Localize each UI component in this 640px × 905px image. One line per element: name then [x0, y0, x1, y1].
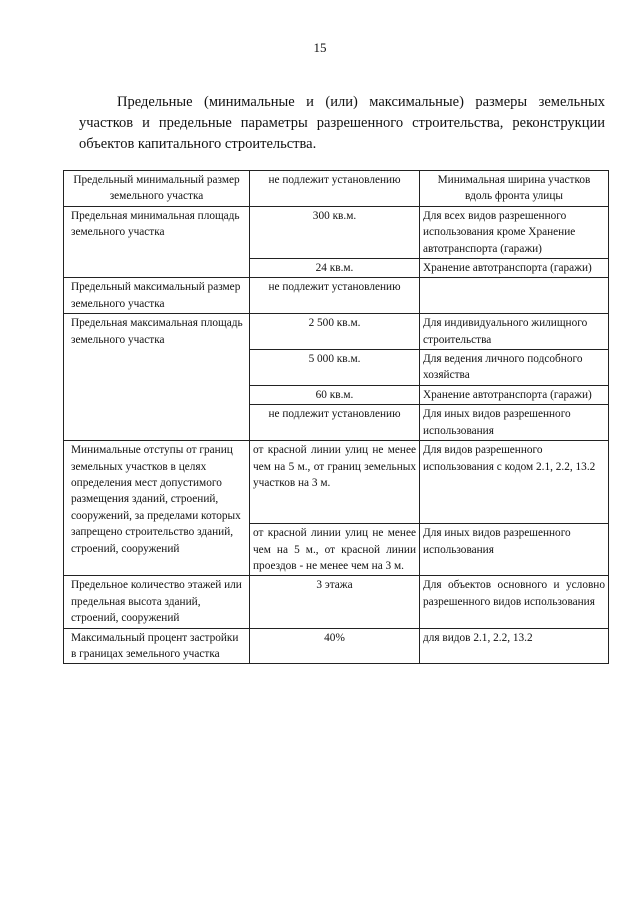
- note-cell: [420, 278, 609, 314]
- note-cell: Для иных видов разрешенного использования: [420, 405, 609, 441]
- param-cell: [64, 441, 250, 576]
- value-cell: не подлежит установлению: [250, 278, 420, 314]
- value-cell: не подлежит установлению: [250, 171, 420, 207]
- value-cell: 60 кв.м.: [250, 385, 420, 404]
- note-cell: Хранение автотранспорта (гаражи): [420, 385, 609, 404]
- value-cell: 5 000 кв.м.: [250, 350, 420, 386]
- note-cell: Для объектов основного и условно разрешенного видов использования: [420, 576, 609, 628]
- param-cell: Максимальный процент застройки в границах земельного участка: [64, 628, 250, 664]
- value-cell: 2 500 кв.м.: [250, 314, 420, 350]
- param-cell: Предельный минимальный размер земельного участка: [64, 171, 250, 207]
- value-cell: не подлежит установлению: [250, 405, 420, 441]
- param-text-part-1: Минимальные отступы от границ земельных участков в целях определения мест допустимого размещения зданий, строений,: [71, 444, 233, 506]
- param-cell: Предельная максимальная площадь земельного участка: [64, 314, 250, 441]
- note-cell: Для видов разрешенного использования с кодом 2.1, 2.2, 13.2: [420, 441, 609, 524]
- page-number: 15: [313, 40, 327, 55]
- heading-line-1: Предельные (минимальные и (или) максимальные) размеры земельных: [117, 94, 605, 110]
- value-cell: 300 кв.м.: [250, 206, 420, 258]
- table-row: [64, 171, 609, 207]
- heading-line-3: объектов капитального строительства.: [79, 136, 317, 152]
- table-row: [64, 314, 609, 350]
- note-cell: Для всех видов разрешенного использования кроме Хранение автотранспорта (гаражи): [420, 206, 609, 258]
- table-row: [64, 278, 609, 314]
- value-cell: от красной линии улиц не менее чем на 5 м., от границ земельных участков на 3 м.: [250, 441, 420, 524]
- note-cell: Для индивидуального жилищного строительства: [420, 314, 609, 350]
- value-cell: от красной линии улиц не менее чем на 5 м., от красной линии проездов - не менее чем на 3 м.: [250, 524, 420, 576]
- note-cell: для видов 2.1, 2.2, 13.2: [420, 628, 609, 664]
- param-text-part-2: сооружений, за пределами которых запрещено строительство зданий, строений, сооружений: [71, 509, 241, 555]
- note-cell: Минимальная ширина участков вдоль фронта улицы: [420, 171, 609, 207]
- section-heading: [79, 92, 605, 155]
- table-row: [64, 628, 609, 664]
- value-cell: 40%: [250, 628, 420, 664]
- table-row: [64, 206, 609, 258]
- param-cell: Предельный максимальный размер земельного участка: [64, 278, 250, 314]
- note-cell: Хранение автотранспорта (гаражи): [420, 259, 609, 278]
- value-cell: 3 этажа: [250, 576, 420, 628]
- table-row: [64, 441, 609, 524]
- heading-line-2: участков и предельные параметры разрешенного строительства, реконструкции: [79, 115, 605, 131]
- note-cell: Для ведения личного подсобного хозяйства: [420, 350, 609, 386]
- note-cell: Для иных видов разрешенного использования: [420, 524, 609, 576]
- table-row: [64, 576, 609, 628]
- param-cell: Предельная минимальная площадь земельного участка: [64, 206, 250, 278]
- parameters-table: [63, 170, 609, 664]
- value-cell: 24 кв.м.: [250, 259, 420, 278]
- param-cell: Предельное количество этажей или предельная высота зданий, строений, сооружений: [64, 576, 250, 628]
